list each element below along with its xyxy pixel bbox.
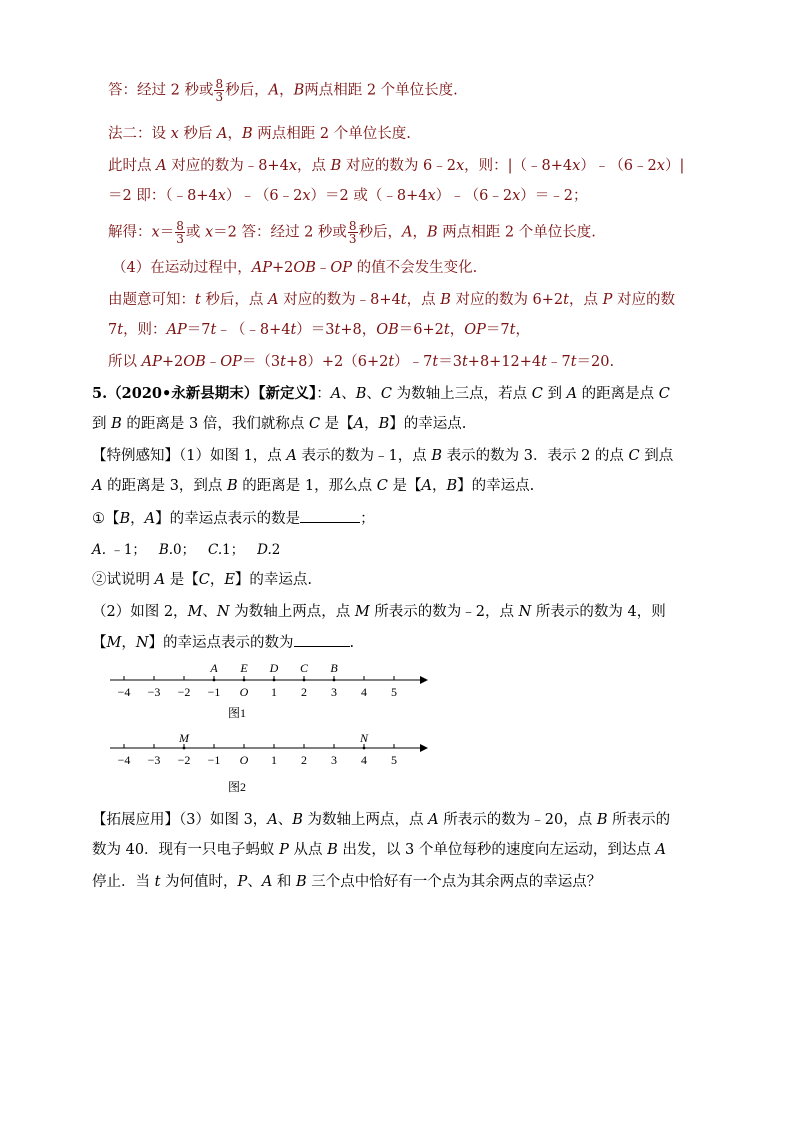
fraction-denominator: 3: [348, 232, 357, 246]
text: 和: [272, 874, 297, 890]
text: 、: [202, 604, 217, 620]
text: 所以: [108, 354, 142, 370]
text: 】的幸运点.: [457, 478, 535, 494]
question-5-line-8: [92, 632, 354, 653]
text: ①【: [92, 511, 120, 527]
fraction: [175, 220, 185, 245]
var: AP: [251, 260, 272, 276]
number-line-figure-2: [110, 730, 430, 796]
question-5-line-11: [92, 872, 601, 892]
question-5-line-3: [92, 446, 673, 466]
var: P: [602, 292, 613, 308]
var: P: [237, 874, 248, 890]
point-label: C: [299, 661, 309, 675]
text: ＝7: [485, 322, 510, 338]
text: ＝3: [438, 354, 462, 370]
text: 为数轴上两点，点: [302, 812, 429, 828]
question-5-line-7: [92, 602, 666, 622]
text: ＝6+2: [398, 322, 444, 338]
var: B: [446, 478, 458, 494]
tick-label: O: [239, 753, 249, 767]
var: E: [224, 572, 235, 588]
var: x: [572, 158, 581, 174]
var: x: [455, 158, 465, 174]
text: ，: [121, 635, 136, 651]
var: t: [563, 292, 569, 308]
question-5-line-4: [92, 476, 534, 496]
var: t: [290, 322, 297, 338]
question-5-line-1: [92, 384, 670, 404]
tick-label: −2: [177, 685, 191, 699]
text: ，: [431, 478, 447, 494]
text: 表示的数为 3．表示 2 的点: [442, 448, 629, 464]
var: OP: [330, 260, 353, 276]
var: t: [280, 354, 286, 370]
var: B: [431, 448, 443, 464]
text: 【: [92, 635, 107, 651]
text: 为何值时，: [160, 874, 238, 890]
text: 【特例感知】（1）如图 1，点: [92, 448, 287, 464]
text: 为数轴上三点，若点: [392, 386, 532, 402]
text: ）﹣7: [394, 354, 433, 370]
text: ，: [130, 511, 145, 527]
option-letter: A.: [92, 542, 107, 558]
var: A: [286, 448, 297, 464]
var: C: [628, 448, 640, 464]
text: 秒后，: [358, 224, 403, 241]
text: .: [349, 635, 355, 651]
var: B: [292, 812, 303, 828]
text: 、: [366, 386, 381, 402]
fraction-denominator: 3: [215, 90, 224, 104]
var: OP: [220, 354, 242, 370]
option-value: 1；: [222, 542, 245, 558]
var: t: [570, 354, 577, 370]
answer-line-5: [108, 220, 596, 245]
text: +2: [161, 354, 184, 370]
text: 解得：: [108, 224, 152, 241]
text: ﹣（﹣8+4: [216, 322, 291, 338]
fraction-numerator: 8: [215, 77, 224, 91]
var: x: [217, 188, 226, 204]
text: 三个点中恰好有一个点为其余两点的幸运点？: [306, 874, 602, 890]
text: +2: [271, 260, 294, 276]
var: t: [400, 292, 407, 308]
text: ；: [360, 511, 375, 527]
text: 、: [247, 874, 262, 890]
text: ，: [209, 572, 225, 588]
answer-line-9: [108, 352, 614, 372]
question-tag: 【新定义】: [258, 385, 317, 402]
var: x: [427, 188, 436, 204]
fraction: [348, 220, 358, 245]
var: t: [541, 354, 547, 370]
answer-line-4: [108, 186, 588, 206]
point-dot: [303, 679, 306, 682]
text: ＝: [159, 224, 175, 241]
text: ，点: [297, 158, 331, 174]
var: C: [376, 478, 388, 494]
text: ＝7: [186, 322, 211, 338]
var: t: [443, 322, 450, 338]
point-label: M: [179, 731, 189, 745]
figure-caption: 图2: [228, 780, 247, 794]
text: 出发，以 3 个单位每秒的速度向左运动，到达点: [337, 842, 656, 858]
text: 对应的数: [612, 292, 675, 308]
point-dot: [213, 679, 216, 682]
point-dot: [243, 679, 246, 682]
text: 的值不会发生变化.: [352, 260, 478, 276]
text: 所表示的数为﹣2，点: [369, 604, 519, 620]
tick-label: −2: [177, 753, 191, 767]
var: A: [144, 511, 156, 527]
var: B: [427, 224, 438, 241]
text: 的距离是 3 倍，我们就称点: [121, 416, 309, 432]
var: x: [151, 224, 160, 241]
question-source: （2020•永新县期末）: [107, 385, 259, 402]
question-5-line-9: [92, 810, 670, 830]
point-dot: [363, 747, 366, 750]
option-value: 0；: [173, 542, 196, 558]
text: 所表示的: [607, 812, 671, 828]
answer-line-1: [108, 78, 458, 103]
tick-label: 3: [331, 685, 337, 699]
var: t: [210, 322, 217, 338]
text: ＝2 答：经过 2 秒或: [213, 224, 347, 241]
text: 或: [185, 224, 205, 241]
text: ）＝2 或（﹣8+4: [310, 188, 428, 204]
text: （4）在运动过程中，: [112, 260, 252, 276]
option-b[interactable]: [159, 542, 195, 558]
text: ＝（3: [241, 354, 281, 370]
tick-label: −1: [207, 685, 221, 699]
text: （2）如图 2，: [92, 604, 188, 620]
point-dot: [333, 679, 336, 682]
text: ，则：: [123, 322, 167, 338]
var: x: [170, 126, 179, 142]
choice-options: [92, 540, 280, 560]
tick-label: 1: [271, 753, 277, 767]
option-letter: C.: [208, 542, 223, 558]
var: OB: [183, 354, 206, 370]
text: ﹣: [315, 260, 331, 276]
text: 两点相距 2 个单位长度.: [437, 224, 596, 241]
text: ，: [227, 126, 242, 142]
var: B: [296, 874, 307, 890]
text: +8）+2（6+2: [285, 354, 389, 370]
var: C: [198, 572, 210, 588]
var: B: [330, 158, 342, 174]
var: t: [154, 874, 161, 890]
text: 所表示的数为 4，则: [531, 604, 666, 620]
text: 由题意可知：: [108, 292, 195, 308]
var: A: [154, 572, 166, 588]
text: 对应的数为﹣8+4: [166, 158, 289, 174]
tick-label: −3: [147, 685, 161, 699]
var: OP: [464, 322, 486, 338]
var: B: [242, 126, 253, 142]
text: ）﹣（6﹣2: [225, 188, 303, 204]
var: B: [111, 416, 122, 432]
text: ）|: [664, 158, 685, 174]
tick-label: 3: [331, 753, 337, 767]
tick-label: 5: [391, 685, 397, 699]
option-a[interactable]: [92, 542, 146, 558]
var: B: [293, 82, 305, 99]
var: A: [566, 386, 578, 402]
var: M: [354, 604, 370, 620]
text: ）＝﹣2；: [520, 188, 588, 204]
var: B: [327, 842, 338, 858]
text: ，点: [406, 292, 441, 308]
var: A: [268, 292, 279, 308]
text: 秒后，点: [200, 292, 269, 308]
fraction-numerator: 8: [348, 219, 357, 233]
var: A: [421, 478, 432, 494]
text: 到: [542, 386, 567, 402]
var: B: [378, 416, 390, 432]
option-c[interactable]: [208, 542, 244, 558]
text: 秒后，: [225, 82, 269, 99]
text: 两点相距 2 个单位长度.: [304, 82, 458, 99]
arrow-head: [420, 676, 428, 684]
text: 、: [341, 386, 356, 402]
var: A: [655, 842, 666, 858]
text: 】的幸运点.: [389, 416, 467, 432]
text: 停止．当: [92, 874, 155, 890]
var: A: [330, 386, 342, 402]
text: ②试说明: [92, 572, 155, 588]
text: 是【: [387, 478, 422, 494]
var: x: [204, 224, 214, 241]
question-number: 5.: [92, 385, 108, 402]
question-5-line-2: [92, 414, 466, 434]
var: AP: [141, 354, 162, 370]
text: ，: [364, 416, 379, 432]
text: 是【: [320, 416, 354, 432]
point-label: E: [240, 661, 248, 675]
question-5-line-5: [92, 508, 375, 529]
var: t: [432, 354, 439, 370]
text: 】的幸运点表示的数为: [148, 635, 294, 651]
text: 数为 40．现有一只电子蚂蚁: [92, 842, 280, 858]
var: OB: [293, 260, 316, 276]
fraction-numerator: 8: [176, 219, 184, 233]
text: 法二：设: [108, 126, 171, 142]
figure-caption: 图1: [228, 706, 247, 720]
var: AP: [166, 322, 187, 338]
var: A: [402, 224, 413, 241]
tick-label: 4: [361, 753, 367, 767]
text: 到: [92, 416, 112, 432]
text: ＝20.: [576, 354, 615, 370]
var: t: [195, 292, 201, 308]
text: ﹣7: [546, 354, 571, 370]
var: A: [268, 82, 280, 99]
number-line-figure-1: [110, 658, 430, 720]
text: 的距离是 3，到点: [102, 478, 228, 494]
option-letter: B.: [158, 542, 174, 558]
var: x: [302, 188, 311, 204]
tick-label: 1: [271, 685, 277, 699]
text: 对应的数为 6+2: [450, 292, 564, 308]
var: B: [596, 812, 608, 828]
var: C: [658, 386, 670, 402]
tick-label: O: [239, 685, 249, 699]
text: ，: [515, 322, 530, 338]
text: ，: [449, 322, 465, 338]
tick-label: 5: [391, 753, 397, 767]
answer-line-7: [108, 290, 675, 310]
fraction: [214, 78, 224, 103]
point-label: D: [269, 661, 279, 675]
text: 是【: [165, 572, 199, 588]
text: ＝2 即：（﹣8+4: [108, 188, 218, 204]
text: +8，: [340, 322, 377, 338]
answer-line-6: [112, 258, 477, 278]
var: A: [267, 812, 278, 828]
point-dot: [183, 747, 186, 750]
text: 此时点: [108, 158, 157, 174]
text: 到点: [639, 448, 674, 464]
text: ﹣: [205, 354, 221, 370]
text: 为数轴上两点，点: [229, 604, 355, 620]
var: x: [512, 188, 521, 204]
text: ，点: [569, 292, 603, 308]
text: 、: [277, 812, 293, 828]
text: 对应的数为﹣8+4: [278, 292, 401, 308]
var: t: [117, 322, 124, 338]
var: B: [119, 511, 131, 527]
var: A: [428, 812, 439, 828]
var: A: [156, 158, 167, 174]
var: x: [656, 158, 665, 174]
var: t: [509, 322, 516, 338]
text: 从点: [288, 842, 328, 858]
point-label: B: [330, 661, 338, 675]
var: t: [334, 322, 341, 338]
tick-label: −4: [117, 685, 131, 699]
var: t: [388, 354, 395, 370]
var: A: [353, 416, 365, 432]
var: A: [261, 874, 273, 890]
var: P: [279, 842, 289, 858]
tick-label: 4: [361, 685, 367, 699]
tick-label: 2: [301, 753, 307, 767]
var: C: [308, 416, 321, 432]
var: B: [227, 478, 238, 494]
text: 】的幸运点表示的数是: [155, 511, 301, 527]
point-dot: [273, 679, 276, 682]
text: 两点相距 2 个单位长度.: [252, 126, 411, 142]
var: t: [461, 354, 468, 370]
var: N: [216, 604, 230, 620]
text: 对应的数为 6﹣2: [341, 158, 456, 174]
text: 所表示的数为﹣20，点: [438, 812, 597, 828]
text: 】的幸运点.: [234, 572, 313, 588]
text: 【拓展应用】（3）如图 3，: [92, 812, 268, 828]
var: A: [92, 478, 103, 494]
var: x: [288, 158, 297, 174]
tick-label: −1: [207, 753, 221, 767]
answer-line-8: [108, 320, 530, 340]
text: ）＝3: [296, 322, 335, 338]
var: B: [355, 386, 367, 402]
option-letter: D.: [257, 542, 272, 558]
text: 7: [108, 322, 118, 338]
text: ，: [412, 224, 428, 241]
var: M: [106, 635, 122, 651]
text: 秒后: [178, 126, 218, 142]
tick-label: −4: [117, 753, 131, 767]
fraction-denominator: 3: [176, 232, 184, 246]
text: ，: [279, 82, 294, 99]
var: C: [380, 386, 393, 402]
var: C: [531, 386, 543, 402]
option-value: 2: [271, 542, 281, 558]
option-d[interactable]: [257, 542, 280, 558]
var: A: [217, 126, 228, 142]
tick-label: −3: [147, 753, 161, 767]
var: M: [187, 604, 203, 620]
var: B: [440, 292, 451, 308]
answer-line-3: [108, 156, 684, 176]
text: 答：经过 2 秒或: [108, 82, 214, 99]
text: 的距离是 1，那么点: [237, 478, 377, 494]
answer-blank[interactable]: [294, 632, 350, 647]
answer-line-2: [108, 124, 411, 144]
text: 的距离是点: [577, 386, 659, 402]
point-label: N: [359, 731, 369, 745]
arrow-head: [420, 744, 428, 752]
question-5-line-10: [92, 840, 666, 860]
text: ）﹣（6﹣2: [580, 158, 657, 174]
point-label: A: [210, 661, 218, 675]
text: +8+12+4: [467, 354, 542, 370]
text: 表示的数为﹣1，点: [296, 448, 432, 464]
question-5-line-6: [92, 570, 312, 590]
text: ：: [316, 386, 331, 402]
var: OB: [376, 322, 399, 338]
option-value: ﹣1；: [110, 542, 146, 558]
text: ）﹣（6﹣2: [435, 188, 513, 204]
var: N: [518, 604, 532, 620]
answer-blank[interactable]: [300, 508, 360, 523]
var: N: [135, 635, 149, 651]
text: ，则：|（﹣8+4: [464, 158, 573, 174]
tick-label: 2: [301, 685, 307, 699]
